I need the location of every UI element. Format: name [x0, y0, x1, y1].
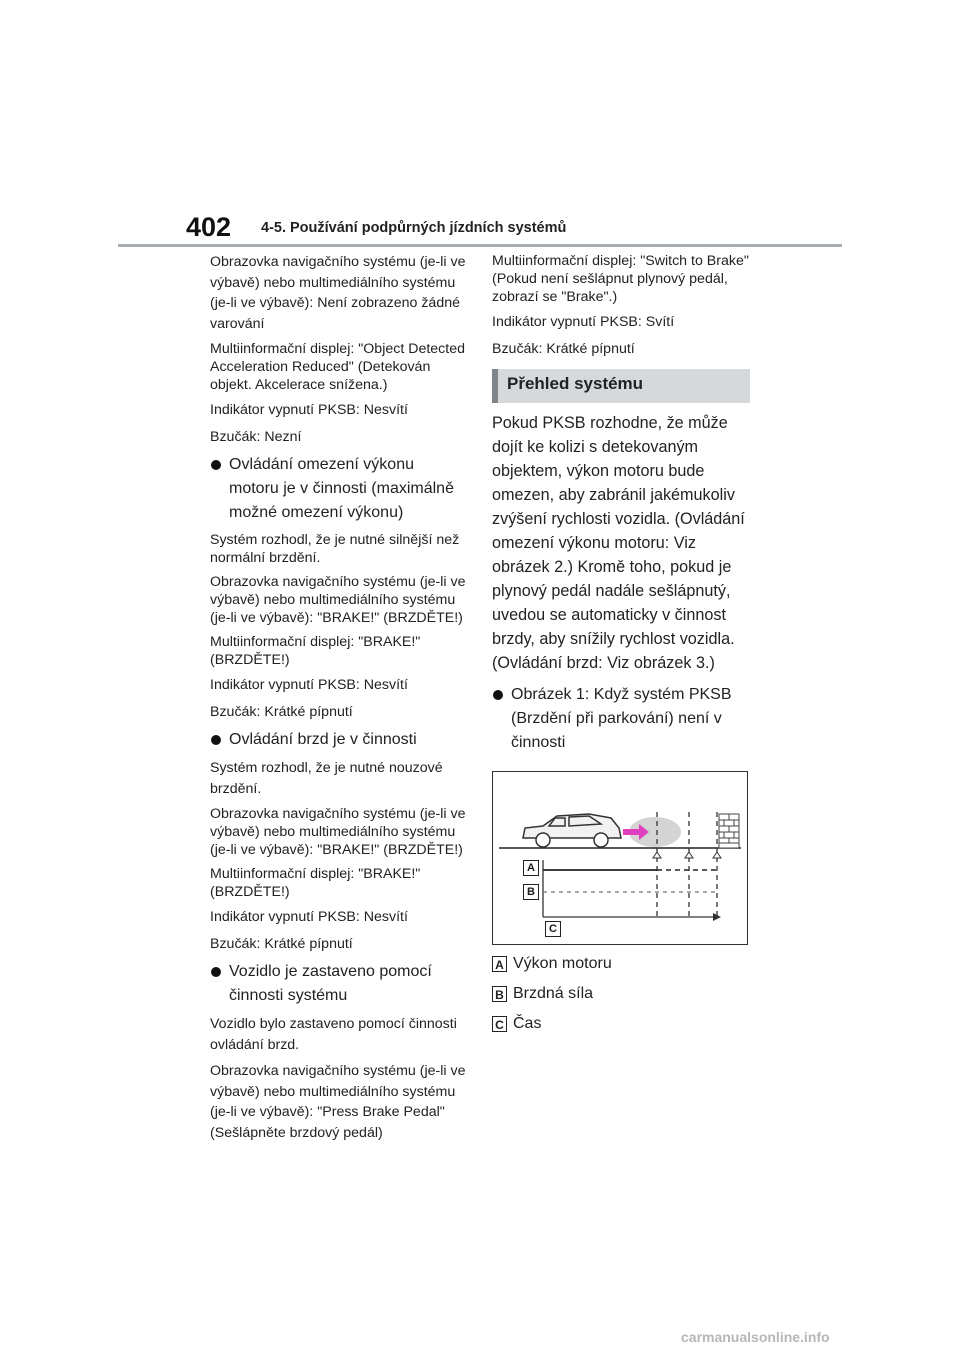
paragraph: Obrazovka navigačního systému (je-li ve výbavě) nebo multimediálního systému (je-li ve výbavě): Není zobrazeno žádné varování: [210, 254, 466, 332]
paragraph: Indikátor vypnutí PKSB: Nesvítí: [210, 677, 408, 693]
pksb-figure: [492, 771, 748, 945]
paragraph: Indikátor vypnutí PKSB: Nesvítí: [210, 909, 408, 925]
brick-wall-icon: [719, 814, 739, 848]
bullet-dot-icon: [211, 967, 221, 977]
paragraph: Obrazovka navigačního systému (je-li ve výbavě) nebo multimediálního systému (je-li ve výbavě): "Press Brake Pedal" (Sešlápněte brzdový pedál): [210, 1063, 466, 1141]
event-marker-triangles: [653, 852, 721, 858]
bullet-text: Vozidlo je zastaveno pomocí činnosti systému: [229, 963, 432, 1004]
legend-item: [492, 955, 754, 973]
paragraph: Multiinformační displej: "BRAKE!" (BRZDĚTE!): [210, 634, 421, 668]
figure-label-a: A: [523, 860, 539, 876]
paragraph: Indikátor vypnutí PKSB: Svítí: [492, 314, 675, 330]
bullet-item: [210, 453, 468, 525]
left-column: [210, 252, 468, 1149]
paragraph: Obrazovka navigačního systému (je-li ve výbavě) nebo multimediálního systému (je-li ve výbavě): "BRAKE!" (BRZDĚTE!): [210, 574, 466, 626]
legend-text: Čas: [513, 1015, 542, 1032]
section-heading: [492, 369, 750, 403]
bullet-dot-icon: [211, 460, 221, 470]
legend-item: [492, 985, 754, 1003]
section-title: 4-5. Používání podpůrných jízdních systémů: [261, 220, 567, 236]
figure-label-b: B: [523, 884, 539, 900]
paragraph: Bzučák: Krátké pípnutí: [210, 935, 353, 952]
figure-label-c: C: [545, 921, 561, 937]
paragraph: Multiinformační displej: "BRAKE!" (BRZDĚTE!): [210, 866, 421, 900]
bullet-text: Ovládání brzd je v činnosti: [229, 731, 417, 748]
watermark: carmanualsonline.info: [681, 1329, 830, 1345]
bullet-dot-icon: [493, 690, 503, 700]
paragraph: Vozidlo bylo zastaveno pomocí činnosti ovládání brzd.: [210, 1016, 457, 1053]
bullet-item: [210, 728, 468, 752]
pksb-diagram: [493, 772, 749, 946]
paragraph: Pokud PKSB rozhodne, že může dojít ke kolizi s detekovaným objektem, výkon motoru bude omezen, aby zabránil jakémukoliv zvýšení rychlosti vozidla. (Ovládání omezení výkonu motoru: Viz obrázek 2.) Kromě toho, pokud je plynový pedál nadále sešlápnutý, uvedou se automaticky v činnost brzdy, aby snížily rychlost vozidla. (Ovládání brzd: Viz obrázek 3.): [492, 414, 745, 672]
legend-text: Výkon motoru: [513, 955, 612, 972]
heading-text: Přehled systému: [507, 374, 644, 393]
page-number: 402: [186, 212, 232, 242]
legend-text: Brzdná síla: [513, 985, 594, 1002]
legend-key: B: [492, 986, 507, 1002]
paragraph: Bzučák: Krátké pípnutí: [492, 340, 635, 357]
paragraph: Obrazovka navigačního systému (je-li ve výbavě) nebo multimediálního systému (je-li ve výbavě): "BRAKE!" (BRZDĚTE!): [210, 806, 466, 858]
paragraph: Bzučák: Krátké pípnutí: [210, 703, 353, 720]
paragraph: Indikátor vypnutí PKSB: Nesvítí: [210, 402, 408, 418]
paragraph: Multiinformační displej: "Switch to Brake" (Pokud není sešlápnut plynový pedál, zobrazí se "Brake".): [492, 253, 749, 305]
legend-item: [492, 1015, 754, 1033]
header-divider: [118, 244, 842, 247]
heading-accent-bar: [492, 369, 498, 403]
paragraph: Multiinformační displej: "Object Detected Acceleration Reduced" (Detekován objekt. Akcelerace snížena.): [210, 341, 466, 393]
paragraph: Systém rozhodl, že je nutné silnější než normální brzdění.: [210, 532, 460, 566]
car-icon: [523, 814, 621, 847]
paragraph: Systém rozhodl, že je nutné nouzové brzdění.: [210, 760, 443, 797]
bullet-text: Obrázek 1: Když systém PKSB (Brzdění při parkování) není v činnosti: [511, 686, 732, 751]
legend-key: A: [492, 956, 507, 972]
bullet-dot-icon: [211, 735, 221, 745]
paragraph: Bzučák: Nezní: [210, 428, 302, 445]
bullet-item: [210, 960, 468, 1008]
right-column: [492, 252, 754, 1045]
bullet-text: Ovládání omezení výkonu motoru je v činnosti (maximálně možné omezení výkonu): [229, 456, 454, 521]
bullet-item: [492, 683, 754, 755]
legend-key: C: [492, 1016, 507, 1032]
